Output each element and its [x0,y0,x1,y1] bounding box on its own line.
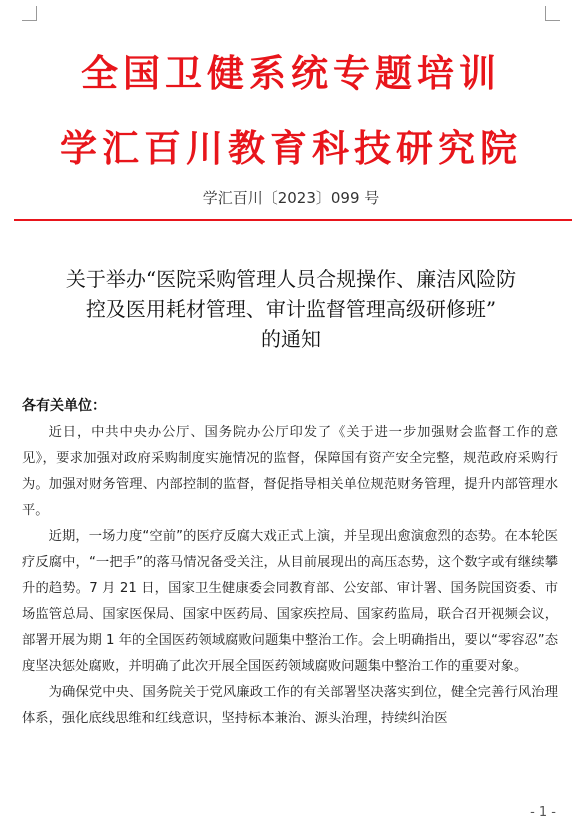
paragraph-2: 近期，一场力度“空前”的医疗反腐大戏正式上演，并呈现出愈演愈烈的态势。在本轮医疗反腐中，“一把手”的落马情况备受关注，从目前展现出的高压态势，这个数字或有继续攀升的趋势。7 月 21 日，国家卫生健康委会同教育部、公安部、审计署、国务院国资委、市场监管总局、国家医保局、国家中医药局、国家疾控局、国家药监局，联合召开视频会议，部署开展为期 1 年的全国医药领域腐败问题集中整治工作。会上明确指出，要以“零容忍”态度坚决惩处腐败，并明确了此次开展全国医药领域腐败问题集中整治工作的重要对象。 [22,529,558,674]
page-number: - 1 - [530,805,556,820]
document-number: 学汇百川〔2023〕099 号 [202,189,380,207]
body-text [22,420,558,732]
red-header-line-1: 全国卫健系统专题培训 [81,52,501,95]
title-line-3: 的通知 [261,327,321,351]
title-line-1: 关于举办“医院采购管理人员合规操作、廉洁风险防 [65,267,517,291]
red-separator-line [14,219,572,221]
page-corner-mark-right [545,6,560,21]
salutation: 各有关单位： [22,398,106,414]
red-header-line-2: 学汇百川教育科技研究院 [60,127,522,170]
paragraph-1: 近日，中共中央办公厅、国务院办公厅印发了《关于进一步加强财会监督工作的意见》，要求加强对政府采购制度实施情况的监督，保障国有资产安全完整，规范政府采购行为。加强对财务管理、内部控制的监督，督促指导相关单位规范财务管理，提升内部管理水平。 [22,425,558,518]
document-title [10,264,572,354]
title-line-2: 控及医用耗材管理、审计监督管理高级研修班” [85,297,497,321]
paragraph-3: 为确保党中央、国务院关于党风廉政工作的有关部署坚决落实到位，健全完善行风治理体系，强化底线思维和红线意识，坚持标本兼治、源头治理，持续纠治医 [22,685,558,726]
page-corner-mark-left [22,6,37,21]
